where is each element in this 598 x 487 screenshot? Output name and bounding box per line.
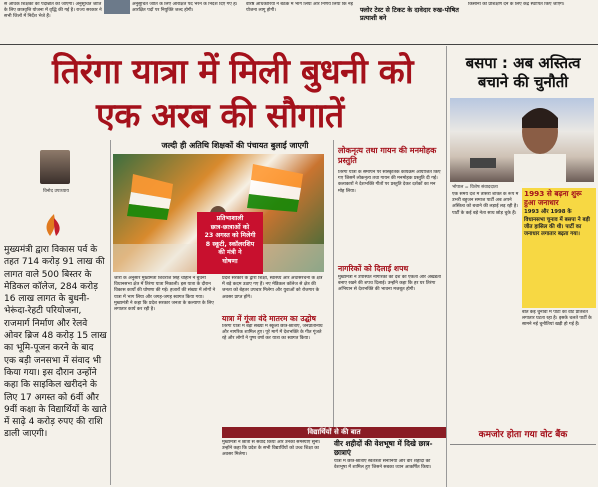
yatra-text: तिरंगा यात्रा में बड़ी संख्या में स्कूली छात्र-छात्राएं, जनप्रतिनिधि और नागरिक शामिल हुए। पूरे मार्ग में देशभक्ति के गीत गूंजते रहे और लोगों ने पुष्प वर्षा कर यात्रा का स्वागत किया। (222, 324, 323, 342)
bsp-headline-line-1: बसपा : अब अस्तित्व (465, 54, 581, 72)
top-col-5: किसानों को प्रशिक्षण देने के लिए केंद्र स्थापित किए जाएंगे। (468, 2, 565, 7)
bsp-bottom-rule (450, 444, 596, 445)
bsp-text-a: एक समय देश में तीसरी शक्ति के रूप में उभरी बहुजन समाज पार्टी अब अपने अस्तित्व को बचाने की लड़ाई लड़ रही है। पार्टी के कई बड़े नेता साथ छोड़ चुके हैं। (452, 192, 519, 216)
top-divider (0, 44, 598, 45)
bsp-photo-caption: भोपाल = विशेष संवाददाता (452, 185, 498, 190)
byline: विनोद उपाध्याय (43, 189, 69, 194)
body-text-b: प्रदेश सरकार के द्वारा शिक्षा, स्वास्थ्य और अधोसंरचना के क्षेत्र में बड़े कदम उठाए गए हैं। नए मेडिकल कॉलेज से क्षेत्र की जनता को बेहतर उपचार मिलेगा और युवाओं को रोजगार के अवसर प्राप्त होंगे। (222, 276, 323, 300)
flame-logo-icon (36, 212, 72, 238)
left-column-text: मुख्यमंत्री द्वारा विकास पर्व के तहत 714 करोड़ 91 लाख की लागत वाले 500 बिस्तर के मेडिकल कॉलेज, 284 करोड़ 16 लाख लागत के बुधनी-भेरूंदा-रेहटी परियोजना, राजमार्ग निर्माण और रेलवे ओवर ब्रिज 48 करोड़ 15 लाख का भूमि-पूजन करने के बाद एक बड़ी जनसभा में संवाद भी किया गया। इस दौरान उन्होंने कहा कि साइकिल खरीदने के लिए 17 अगस्त को 6वीं और 9वीं कक्षा के विद्यार्थियों के खाते में साढ़े 4 करोड़ रुपए की राशि डाली जाएगी। (4, 245, 107, 440)
yellow-box-heading: 1993 से बढ़ना शुरू हुआ जनाधार (524, 189, 582, 207)
bsp-bottom-heading: कमजोर होता गया वोट बैंक (478, 430, 568, 440)
main-headline-line-2: एक अरब की सौगातें (96, 96, 344, 136)
photo-caption-box (197, 212, 263, 274)
reporter-photo (40, 150, 70, 184)
veer-text: यात्रा में छात्र-छात्राएं स्वतंत्रता सेनानियों और वीर शहीदों की वेशभूषा में शामिल हुए जिसने सबका ध्यान आकर्षित किया। (334, 459, 432, 471)
caption-line-1: प्रतिभाशाली (216, 215, 244, 222)
yellow-box-text: 1993 और 1998 के विधानसभा चुनाव में बसपा ने बड़ी जीत हासिल की थी। पार्टी का जनाधार लगातार बढ़ता गया। (524, 209, 590, 238)
bsp-leader-photo (450, 98, 594, 182)
top-col-1: से अधिक शिक्षकों की पदोन्नति की जाएगी। अनुसूचित जाति के लिए छात्रवृत्ति योजना में वृद्धि की गई है। राज्य सरकार ने सभी जिलों में निर्देश भेजे हैं। (4, 2, 102, 20)
caption-line-2: छात्र-छात्राओं को (210, 223, 250, 231)
subheadline: जल्दी ही अतिथि शिक्षकों की पंचायत बुलाई जाएगी (161, 141, 309, 150)
students-text: मुख्यमंत्री ने छात्रों से संवाद किया और उनकी समस्याएं सुनीं। उन्होंने कहा कि प्रदेश के सभी विद्यार्थियों को उच्च शिक्षा का अवसर मिलेगा। (222, 440, 321, 458)
top-news-strip (0, 0, 598, 44)
bsp-headline-line-2: बचाने की चुनौती (477, 73, 569, 91)
caption-line-4: 8 स्कूटी, स्कॉलरशिप (205, 240, 255, 248)
veer-heading: वीर शहीदों की वेशभूषा में दिखे छात्र-छात्राएं (334, 439, 433, 457)
top-thumb-photo (104, 0, 130, 14)
yatra-subheading: यात्रा में गूंजा वंदे मातरम का उद्घोष (222, 314, 316, 323)
body-text-a: जारी के अनुसार मुख्यमंत्री शिवराज सिंह चौहान ने बुधनी विधानसभा क्षेत्र में तिरंगा यात्रा निकाली। इस यात्रा के दौरान विकास कार्यों की घोषणा की गई। हजारों की संख्या में लोगों ने यात्रा में भाग लिया और जगह-जगह स्वागत किया गया। मुख्यमंत्री ने कहा कि प्रदेश सरकार जनता के कल्याण के लिए लगातार कार्य कर रही है। (114, 276, 216, 313)
nagrik-text: मुख्यमंत्री ने उपस्थित नागरिकों को देश की एकता और अखंडता बनाए रखने की शपथ दिलाई। उन्होंने कहा कि हर घर तिरंगा अभियान से देशभक्ति की भावना मजबूत होगी। (338, 275, 441, 293)
top-col-3: वरिष्ठ अधिकारियों ने बैठक में भाग लिया और निर्णय लिया कि नई योजना लागू होगी। (246, 2, 353, 14)
caption-line-3: 23 अगस्त को मिलेगी (204, 232, 256, 240)
middle-box-heading: लोकनृत्य तथा गायन की मनमोहक प्रस्तुति (338, 146, 437, 165)
nagrik-heading: नागरिकों को दिलाई शपथ (338, 264, 409, 273)
caption-line-5: की मंत्री ने (218, 249, 242, 257)
column-rule-2 (333, 140, 334, 430)
column-rule-3 (446, 46, 447, 487)
bsp-yellow-box (522, 188, 596, 308)
main-headline-line-1: तिरंगा यात्रा में मिली बुधनी को (52, 52, 414, 92)
top-col-4-headline: फ्लोर टेस्ट से टिकट के दावेदार रुख-पोषित प्रत्याशी बने (360, 6, 459, 22)
bsp-headline (452, 54, 594, 92)
top-col-2: अनुसूचित जाति के लिए आरक्षित पद भरने के निर्देश दिए गए हैं। आरक्षित पदों पर नियुक्ति जल्द होगी। (132, 2, 238, 14)
caption-line-6: घोषणा (222, 257, 238, 265)
middle-box-text: तिरंगा यात्रा के समापन पर सांस्कृतिक कार्यक्रम आयोजित किए गए जिसमें लोकनृत्य तथा गायन की मनमोहक प्रस्तुति दी गई। कलाकारों ने देशभक्ति गीतों पर प्रस्तुति देकर दर्शकों का मन मोह लिया। (338, 170, 441, 194)
bsp-text-b: बीते कई चुनावों में पार्टी का वोट प्रतिशत लगातार घटता रहा है। इसके चलते पार्टी के सामने नई चुनौतियां खड़ी हो गई हैं। (522, 310, 592, 328)
students-bar: विद्यार्थियों से की बात (222, 427, 446, 438)
column-rule-1 (110, 140, 111, 485)
